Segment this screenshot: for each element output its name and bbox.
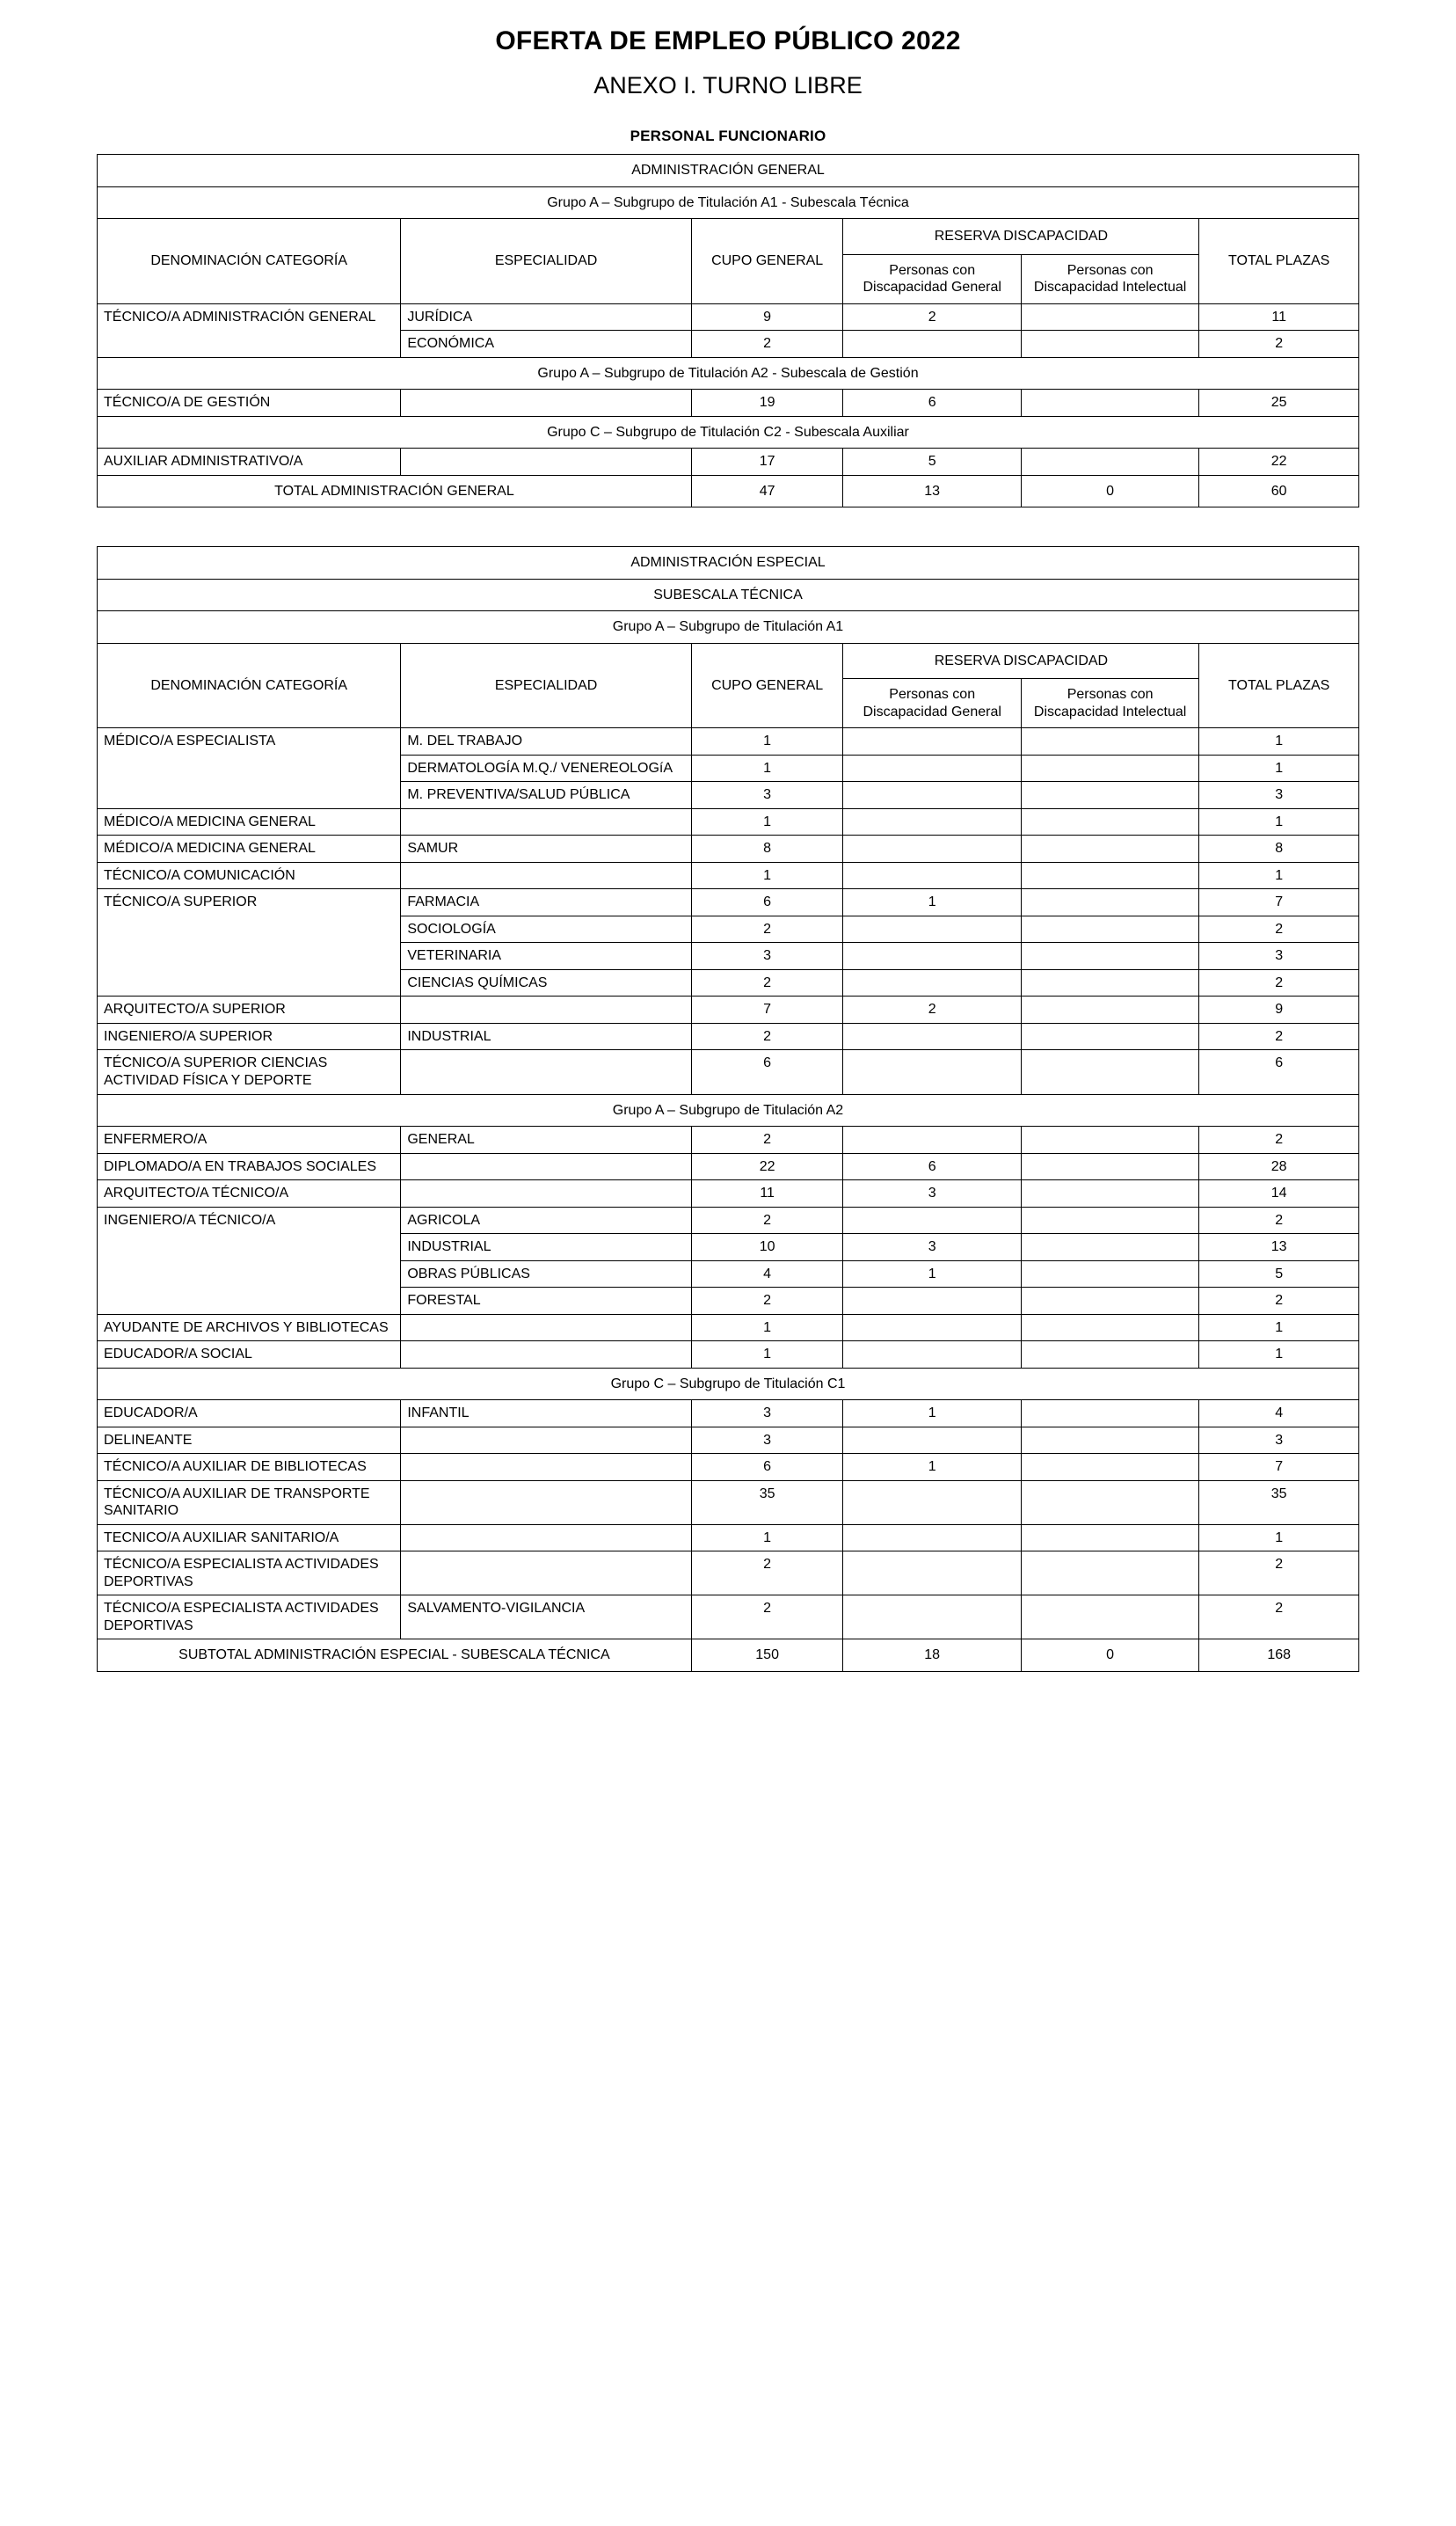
cell-total: 6 [1199, 1050, 1359, 1094]
cell-total: 2 [1199, 916, 1359, 943]
cell-cupo: 2 [691, 1288, 843, 1315]
cell-disc-intelectual [1021, 728, 1198, 756]
cell-especialidad: VETERINARIA [401, 943, 691, 970]
cell-cupo: 17 [691, 449, 843, 476]
col-header-discapacidad-general: Personas con Discapacidad General [843, 254, 1021, 303]
cell-cupo: 2 [691, 1023, 843, 1050]
table-row [98, 1050, 1359, 1094]
cell-total: 2 [1199, 1023, 1359, 1050]
cell-especialidad: SALVAMENTO-VIGILANCIA [401, 1595, 691, 1639]
cell-especialidad: ECONÓMICA [401, 331, 691, 358]
page-title: OFERTA DE EMPLEO PÚBLICO 2022 [495, 26, 961, 55]
cell-disc-general [843, 1207, 1021, 1234]
cell-total: 8 [1199, 836, 1359, 863]
cell-total: 3 [1199, 943, 1359, 970]
total-disc-general: 13 [843, 475, 1021, 507]
col-header-discapacidad-intelectual: Personas con Discapacidad Intelectual [1021, 254, 1198, 303]
cell-especialidad: GENERAL [401, 1127, 691, 1154]
group-label-c1: Grupo C – Subgrupo de Titulación C1 [98, 1368, 1359, 1400]
cell-total: 2 [1199, 1595, 1359, 1639]
col-header-especialidad: ESPECIALIDAD [401, 643, 691, 728]
cell-denominacion: TÉCNICO/A AUXILIAR DE TRANSPORTE SANITARIO [98, 1480, 401, 1524]
banner-administracion-general: ADMINISTRACIÓN GENERAL [98, 155, 1359, 187]
cell-total: 2 [1199, 969, 1359, 997]
cell-cupo: 19 [691, 390, 843, 417]
group-label-a2-gestion: Grupo A – Subgrupo de Titulación A2 - Subescala de Gestión [98, 357, 1359, 390]
cell-disc-general: 1 [843, 1260, 1021, 1288]
cell-disc-intelectual [1021, 782, 1198, 809]
cell-denominacion: INGENIERO/A SUPERIOR [98, 1023, 401, 1050]
cell-total: 1 [1199, 755, 1359, 782]
cell-disc-intelectual [1021, 1023, 1198, 1050]
cell-especialidad: INDUSTRIAL [401, 1234, 691, 1261]
cell-denominacion: INGENIERO/A TÉCNICO/A [98, 1207, 401, 1314]
table-row [98, 1207, 1359, 1234]
cell-disc-general [843, 1023, 1021, 1050]
col-header-reserva-discapacidad: RESERVA DISCAPACIDAD [843, 643, 1199, 679]
table-row [98, 1314, 1359, 1341]
cell-especialidad [401, 1153, 691, 1180]
cell-disc-intelectual [1021, 1595, 1198, 1639]
cell-especialidad [401, 1480, 691, 1524]
cell-disc-intelectual [1021, 997, 1198, 1024]
cell-denominacion: DELINEANTE [98, 1427, 401, 1454]
table-row [98, 862, 1359, 889]
cell-disc-intelectual [1021, 862, 1198, 889]
cell-cupo: 8 [691, 836, 843, 863]
total-label: TOTAL ADMINISTRACIÓN GENERAL [98, 475, 692, 507]
cell-disc-general [843, 1480, 1021, 1524]
cell-total: 3 [1199, 1427, 1359, 1454]
cell-total: 28 [1199, 1153, 1359, 1180]
cell-total: 2 [1199, 1207, 1359, 1234]
cell-total: 4 [1199, 1400, 1359, 1427]
group-row [98, 357, 1359, 390]
cell-disc-intelectual [1021, 1480, 1198, 1524]
cell-especialidad: INDUSTRIAL [401, 1023, 691, 1050]
cell-cupo: 1 [691, 808, 843, 836]
cell-disc-general: 6 [843, 1153, 1021, 1180]
cell-denominacion: MÉDICO/A ESPECIALISTA [98, 728, 401, 809]
cell-disc-intelectual [1021, 1260, 1198, 1288]
cell-disc-general [843, 943, 1021, 970]
table-banner-row [98, 547, 1359, 580]
cell-especialidad [401, 1551, 691, 1595]
total-row-administracion-especial [98, 1639, 1359, 1672]
cell-disc-general [843, 916, 1021, 943]
cell-cupo: 1 [691, 1524, 843, 1551]
cell-disc-general [843, 1524, 1021, 1551]
group-label-c2-auxiliar: Grupo C – Subgrupo de Titulación C2 - Subescala Auxiliar [98, 416, 1359, 449]
cell-total: 2 [1199, 331, 1359, 358]
table-row [98, 836, 1359, 863]
cell-especialidad [401, 1314, 691, 1341]
cell-especialidad: M. PREVENTIVA/SALUD PÚBLICA [401, 782, 691, 809]
cell-denominacion: TÉCNICO/A AUXILIAR DE BIBLIOTECAS [98, 1454, 401, 1481]
group-row [98, 1094, 1359, 1127]
cell-disc-general [843, 331, 1021, 358]
subtotal-label: SUBTOTAL ADMINISTRACIÓN ESPECIAL - SUBESCALA TÉCNICA [98, 1639, 692, 1672]
cell-disc-general [843, 862, 1021, 889]
cell-denominacion: AYUDANTE DE ARCHIVOS Y BIBLIOTECAS [98, 1314, 401, 1341]
group-label-a1-tecnica: Grupo A – Subgrupo de Titulación A1 - Subescala Técnica [98, 186, 1359, 219]
cell-especialidad: OBRAS PÚBLICAS [401, 1260, 691, 1288]
cell-disc-general [843, 728, 1021, 756]
table-row [98, 889, 1359, 916]
cell-total: 35 [1199, 1480, 1359, 1524]
cell-cupo: 1 [691, 728, 843, 756]
cell-disc-general [843, 1341, 1021, 1369]
table-row [98, 1341, 1359, 1369]
cell-cupo: 6 [691, 1454, 843, 1481]
col-header-cupo-general: CUPO GENERAL [691, 643, 843, 728]
cell-disc-intelectual [1021, 303, 1198, 331]
cell-total: 11 [1199, 303, 1359, 331]
cell-disc-intelectual [1021, 889, 1198, 916]
cell-cupo: 1 [691, 755, 843, 782]
cell-disc-general [843, 808, 1021, 836]
cell-total: 2 [1199, 1288, 1359, 1315]
cell-especialidad: CIENCIAS QUÍMICAS [401, 969, 691, 997]
cell-denominacion: TÉCNICO/A DE GESTIÓN [98, 390, 401, 417]
cell-total: 2 [1199, 1127, 1359, 1154]
cell-disc-general: 2 [843, 997, 1021, 1024]
cell-especialidad: SOCIOLOGÍA [401, 916, 691, 943]
cell-denominacion: MÉDICO/A MEDICINA GENERAL [98, 836, 401, 863]
cell-disc-general [843, 836, 1021, 863]
cell-disc-intelectual [1021, 1207, 1198, 1234]
table-row [98, 1023, 1359, 1050]
cell-disc-intelectual [1021, 1234, 1198, 1261]
section-heading: PERSONAL FUNCIONARIO [630, 128, 826, 144]
cell-disc-general [843, 1427, 1021, 1454]
cell-disc-intelectual [1021, 808, 1198, 836]
cell-denominacion: DIPLOMADO/A EN TRABAJOS SOCIALES [98, 1153, 401, 1180]
cell-cupo: 2 [691, 1127, 843, 1154]
cell-disc-general [843, 782, 1021, 809]
header-row-top [98, 643, 1359, 679]
cell-disc-general: 6 [843, 390, 1021, 417]
total-plazas: 60 [1199, 475, 1359, 507]
header-row-top [98, 219, 1359, 255]
total-cupo: 47 [691, 475, 843, 507]
col-header-cupo-general: CUPO GENERAL [691, 219, 843, 304]
cell-disc-general [843, 1288, 1021, 1315]
table-row [98, 390, 1359, 417]
col-header-denominacion: DENOMINACIÓN CATEGORÍA [98, 643, 401, 728]
cell-disc-intelectual [1021, 1180, 1198, 1208]
cell-cupo: 2 [691, 1595, 843, 1639]
cell-disc-intelectual [1021, 1341, 1198, 1369]
cell-total: 1 [1199, 808, 1359, 836]
cell-cupo: 1 [691, 1314, 843, 1341]
cell-especialidad [401, 862, 691, 889]
group-label-a1: Grupo A – Subgrupo de Titulación A1 [98, 611, 1359, 644]
cell-cupo: 9 [691, 303, 843, 331]
cell-denominacion: TÉCNICO/A ADMINISTRACIÓN GENERAL [98, 303, 401, 357]
table-row [98, 449, 1359, 476]
cell-disc-general [843, 1127, 1021, 1154]
cell-total: 7 [1199, 889, 1359, 916]
subtotal-cupo: 150 [691, 1639, 843, 1672]
table-row [98, 1454, 1359, 1481]
cell-disc-intelectual [1021, 1427, 1198, 1454]
cell-especialidad: SAMUR [401, 836, 691, 863]
cell-disc-general [843, 1551, 1021, 1595]
cell-disc-intelectual [1021, 1454, 1198, 1481]
cell-total: 1 [1199, 1341, 1359, 1369]
cell-especialidad [401, 1341, 691, 1369]
cell-disc-intelectual [1021, 916, 1198, 943]
table-row [98, 1480, 1359, 1524]
cell-disc-intelectual [1021, 1153, 1198, 1180]
cell-disc-intelectual [1021, 1551, 1198, 1595]
cell-disc-general [843, 969, 1021, 997]
page-subtitle: ANEXO I. TURNO LIBRE [593, 72, 863, 99]
cell-disc-general [843, 1314, 1021, 1341]
cell-cupo: 35 [691, 1480, 843, 1524]
cell-especialidad [401, 1050, 691, 1094]
cell-denominacion: EDUCADOR/A [98, 1400, 401, 1427]
cell-total: 25 [1199, 390, 1359, 417]
table-row [98, 1400, 1359, 1427]
cell-disc-intelectual [1021, 1314, 1198, 1341]
cell-disc-general: 2 [843, 303, 1021, 331]
cell-total: 2 [1199, 1551, 1359, 1595]
cell-especialidad [401, 997, 691, 1024]
cell-total: 22 [1199, 449, 1359, 476]
table-row [98, 808, 1359, 836]
cell-especialidad: DERMATOLOGÍA M.Q./ VENEREOLOGíA [401, 755, 691, 782]
cell-cupo: 6 [691, 1050, 843, 1094]
cell-denominacion: TÉCNICO/A SUPERIOR [98, 889, 401, 997]
cell-cupo: 3 [691, 782, 843, 809]
cell-especialidad [401, 1524, 691, 1551]
cell-disc-intelectual [1021, 449, 1198, 476]
cell-disc-general: 1 [843, 1400, 1021, 1427]
cell-cupo: 10 [691, 1234, 843, 1261]
cell-cupo: 3 [691, 1427, 843, 1454]
cell-especialidad [401, 449, 691, 476]
cell-cupo: 2 [691, 1207, 843, 1234]
cell-disc-intelectual [1021, 755, 1198, 782]
group-row [98, 611, 1359, 644]
cell-denominacion: ENFERMERO/A [98, 1127, 401, 1154]
subtotal-disc-general: 18 [843, 1639, 1021, 1672]
cell-cupo: 11 [691, 1180, 843, 1208]
total-row-administracion-general [98, 475, 1359, 507]
cell-disc-intelectual [1021, 943, 1198, 970]
cell-disc-intelectual [1021, 1288, 1198, 1315]
cell-especialidad: INFANTIL [401, 1400, 691, 1427]
table-banner-row [98, 155, 1359, 187]
cell-disc-general [843, 1595, 1021, 1639]
table-administracion-especial [97, 546, 1359, 1672]
cell-especialidad: AGRICOLA [401, 1207, 691, 1234]
cell-cupo: 6 [691, 889, 843, 916]
table-row [98, 997, 1359, 1024]
col-header-reserva-discapacidad: RESERVA DISCAPACIDAD [843, 219, 1199, 255]
cell-disc-general: 3 [843, 1180, 1021, 1208]
cell-denominacion: TÉCNICO/A COMUNICACIÓN [98, 862, 401, 889]
cell-disc-general [843, 1050, 1021, 1094]
table-row [98, 1427, 1359, 1454]
cell-denominacion: TECNICO/A AUXILIAR SANITARIO/A [98, 1524, 401, 1551]
cell-cupo: 3 [691, 943, 843, 970]
cell-especialidad: FORESTAL [401, 1288, 691, 1315]
cell-cupo: 1 [691, 1341, 843, 1369]
cell-total: 1 [1199, 728, 1359, 756]
table-row [98, 1551, 1359, 1595]
cell-denominacion: AUXILIAR ADMINISTRATIVO/A [98, 449, 401, 476]
cell-disc-intelectual [1021, 331, 1198, 358]
cell-disc-general: 5 [843, 449, 1021, 476]
group-row [98, 186, 1359, 219]
cell-disc-intelectual [1021, 390, 1198, 417]
cell-cupo: 7 [691, 997, 843, 1024]
cell-cupo: 2 [691, 331, 843, 358]
cell-cupo: 3 [691, 1400, 843, 1427]
cell-total: 5 [1199, 1260, 1359, 1288]
cell-especialidad [401, 1427, 691, 1454]
cell-total: 7 [1199, 1454, 1359, 1481]
cell-denominacion: EDUCADOR/A SOCIAL [98, 1341, 401, 1369]
col-header-denominacion: DENOMINACIÓN CATEGORÍA [98, 219, 401, 304]
banner-administracion-especial: ADMINISTRACIÓN ESPECIAL [98, 547, 1359, 580]
cell-cupo: 2 [691, 916, 843, 943]
table-row [98, 1180, 1359, 1208]
cell-disc-intelectual [1021, 836, 1198, 863]
cell-total: 1 [1199, 1314, 1359, 1341]
cell-disc-intelectual [1021, 969, 1198, 997]
cell-cupo: 2 [691, 1551, 843, 1595]
cell-total: 3 [1199, 782, 1359, 809]
cell-especialidad: FARMACIA [401, 889, 691, 916]
cell-total: 1 [1199, 862, 1359, 889]
cell-cupo: 22 [691, 1153, 843, 1180]
cell-total: 13 [1199, 1234, 1359, 1261]
table-row [98, 1524, 1359, 1551]
cell-disc-intelectual [1021, 1400, 1198, 1427]
table-row [98, 1595, 1359, 1639]
cell-disc-general [843, 755, 1021, 782]
cell-total: 14 [1199, 1180, 1359, 1208]
table-administracion-general [97, 154, 1359, 507]
table-row [98, 728, 1359, 756]
cell-denominacion: ARQUITECTO/A TÉCNICO/A [98, 1180, 401, 1208]
cell-cupo: 2 [691, 969, 843, 997]
table-row [98, 1153, 1359, 1180]
cell-disc-general: 1 [843, 1454, 1021, 1481]
table-row [98, 1127, 1359, 1154]
table-subbanner-row [98, 579, 1359, 611]
cell-especialidad: JURÍDICA [401, 303, 691, 331]
total-disc-intelectual: 0 [1021, 475, 1198, 507]
cell-cupo: 4 [691, 1260, 843, 1288]
cell-especialidad [401, 808, 691, 836]
cell-disc-intelectual [1021, 1524, 1198, 1551]
cell-cupo: 1 [691, 862, 843, 889]
table-spacer [97, 507, 1359, 546]
cell-denominacion: TÉCNICO/A ESPECIALISTA ACTIVIDADES DEPORTIVAS [98, 1595, 401, 1639]
cell-especialidad: M. DEL TRABAJO [401, 728, 691, 756]
cell-especialidad [401, 390, 691, 417]
cell-disc-intelectual [1021, 1127, 1198, 1154]
cell-denominacion: ARQUITECTO/A SUPERIOR [98, 997, 401, 1024]
table-row [98, 303, 1359, 331]
cell-denominacion: TÉCNICO/A SUPERIOR CIENCIAS ACTIVIDAD FÍSICA Y DEPORTE [98, 1050, 401, 1094]
col-header-total-plazas: TOTAL PLAZAS [1199, 219, 1359, 304]
subtotal-plazas: 168 [1199, 1639, 1359, 1672]
cell-disc-intelectual [1021, 1050, 1198, 1094]
col-header-especialidad: ESPECIALIDAD [401, 219, 691, 304]
group-row [98, 416, 1359, 449]
cell-disc-general: 1 [843, 889, 1021, 916]
cell-especialidad [401, 1180, 691, 1208]
cell-total: 9 [1199, 997, 1359, 1024]
col-header-total-plazas: TOTAL PLAZAS [1199, 643, 1359, 728]
subtotal-disc-intelectual: 0 [1021, 1639, 1198, 1672]
cell-disc-general: 3 [843, 1234, 1021, 1261]
cell-denominacion: TÉCNICO/A ESPECIALISTA ACTIVIDADES DEPORTIVAS [98, 1551, 401, 1595]
cell-total: 1 [1199, 1524, 1359, 1551]
banner-subescala-tecnica: SUBESCALA TÉCNICA [98, 579, 1359, 611]
cell-especialidad [401, 1454, 691, 1481]
group-label-a2: Grupo A – Subgrupo de Titulación A2 [98, 1094, 1359, 1127]
group-row [98, 1368, 1359, 1400]
cell-denominacion: MÉDICO/A MEDICINA GENERAL [98, 808, 401, 836]
col-header-discapacidad-intelectual: Personas con Discapacidad Intelectual [1021, 679, 1198, 728]
col-header-discapacidad-general: Personas con Discapacidad General [843, 679, 1021, 728]
